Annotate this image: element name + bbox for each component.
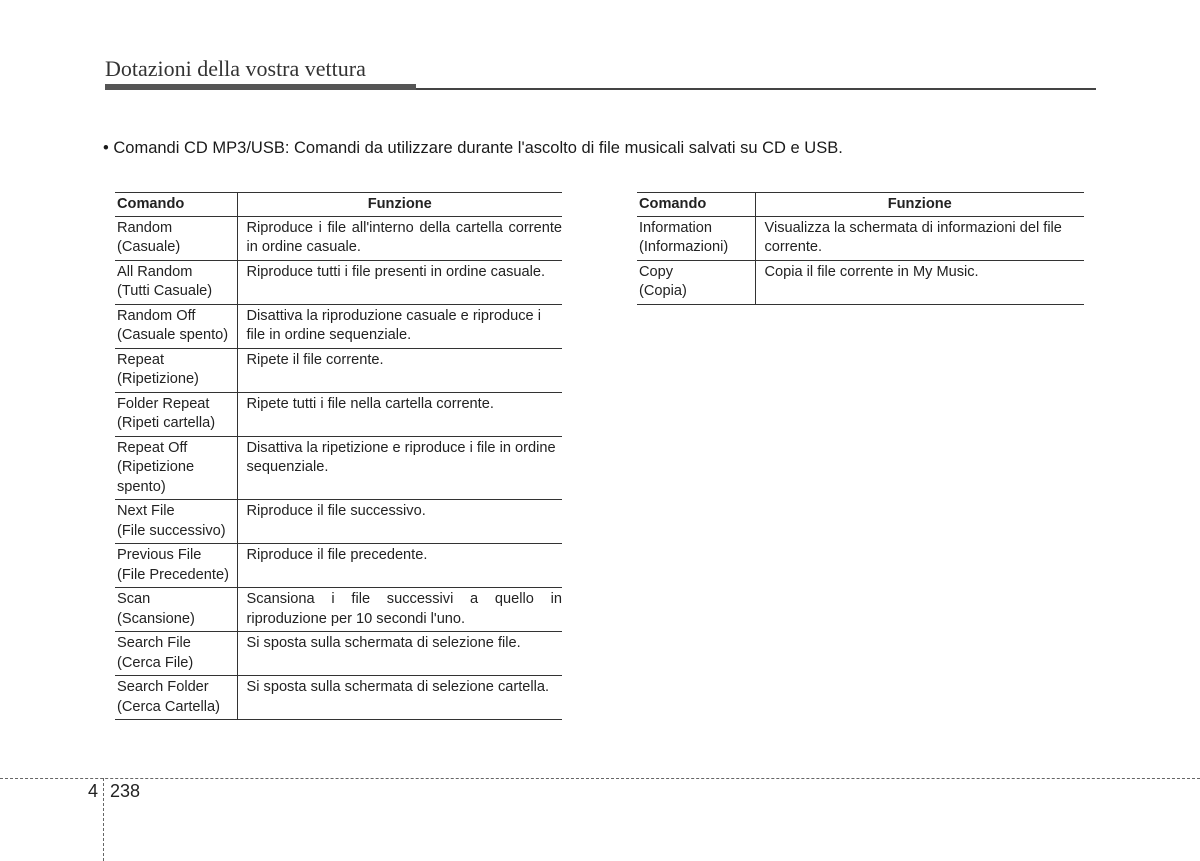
commands-table-right	[637, 192, 1084, 305]
column-header-command: Comando	[115, 193, 237, 217]
function-cell: Riproduce tutti i file presenti in ordine casuale.	[237, 260, 562, 304]
section-title: Dotazioni della vostra vettura	[105, 56, 366, 81]
column-header-function: Funzione	[237, 193, 562, 217]
function-cell: Visualizza la schermata di informazioni del file corrente.	[755, 216, 1084, 260]
commands-table-left	[115, 192, 562, 720]
command-cell: Random (Casuale)	[115, 216, 237, 260]
function-cell: Riproduce il file precedente.	[237, 544, 562, 588]
command-cell: Next File (File successivo)	[115, 500, 237, 544]
table-header-row	[115, 193, 562, 217]
command-cell: Repeat Off (Ripetizione spento)	[115, 436, 237, 500]
column-header-command: Comando	[637, 193, 755, 217]
command-cell: Search File (Cerca File)	[115, 632, 237, 676]
function-cell: Si sposta sulla schermata di selezione file.	[237, 632, 562, 676]
function-cell: Riproduce i file all'interno della cartella corrente in ordine casuale.	[237, 216, 562, 260]
function-cell: Riproduce il file successivo.	[237, 500, 562, 544]
command-cell: Information (Informazioni)	[637, 216, 755, 260]
table-row	[115, 348, 562, 392]
command-cell: Scan (Scansione)	[115, 588, 237, 632]
table-row	[115, 632, 562, 676]
footer-dashed-rule	[0, 778, 1200, 779]
table-row	[115, 676, 562, 720]
table-row	[115, 216, 562, 260]
command-cell: Copy (Copia)	[637, 260, 755, 304]
function-cell: Ripete il file corrente.	[237, 348, 562, 392]
table-row	[115, 544, 562, 588]
function-cell: Ripete tutti i file nella cartella corrente.	[237, 392, 562, 436]
command-cell: Previous File (File Precedente)	[115, 544, 237, 588]
table-header-row	[637, 193, 1084, 217]
chapter-number: 4	[88, 781, 99, 801]
table-row	[115, 436, 562, 500]
intro-bullet: • Comandi CD MP3/USB: Comandi da utilizzare durante l'ascolto di file musicali salvati su CD e USB.	[103, 139, 843, 157]
page-number: 238	[110, 781, 141, 801]
table-row	[115, 392, 562, 436]
command-cell: Random Off (Casuale spento)	[115, 304, 237, 348]
function-cell: Copia il file corrente in My Music.	[755, 260, 1084, 304]
function-cell: Si sposta sulla schermata di selezione cartella.	[237, 676, 562, 720]
table-row	[115, 260, 562, 304]
command-cell: All Random (Tutti Casuale)	[115, 260, 237, 304]
command-cell: Search Folder (Cerca Cartella)	[115, 676, 237, 720]
table-row	[637, 216, 1084, 260]
header-rule-accent	[105, 84, 416, 90]
function-cell: Disattiva la riproduzione casuale e riproduce i file in ordine sequenziale.	[237, 304, 562, 348]
function-cell: Scansiona i file successivi a quello in riproduzione per 10 secondi l'uno.	[237, 588, 562, 632]
table-row	[637, 260, 1084, 304]
command-cell: Repeat (Ripetizione)	[115, 348, 237, 392]
footer-dashed-divider	[103, 778, 104, 861]
column-header-function: Funzione	[755, 193, 1084, 217]
table-row	[115, 500, 562, 544]
table-row	[115, 588, 562, 632]
table-row	[115, 304, 562, 348]
command-cell: Folder Repeat (Ripeti cartella)	[115, 392, 237, 436]
function-cell: Disattiva la ripetizione e riproduce i file in ordine sequenziale.	[237, 436, 562, 500]
